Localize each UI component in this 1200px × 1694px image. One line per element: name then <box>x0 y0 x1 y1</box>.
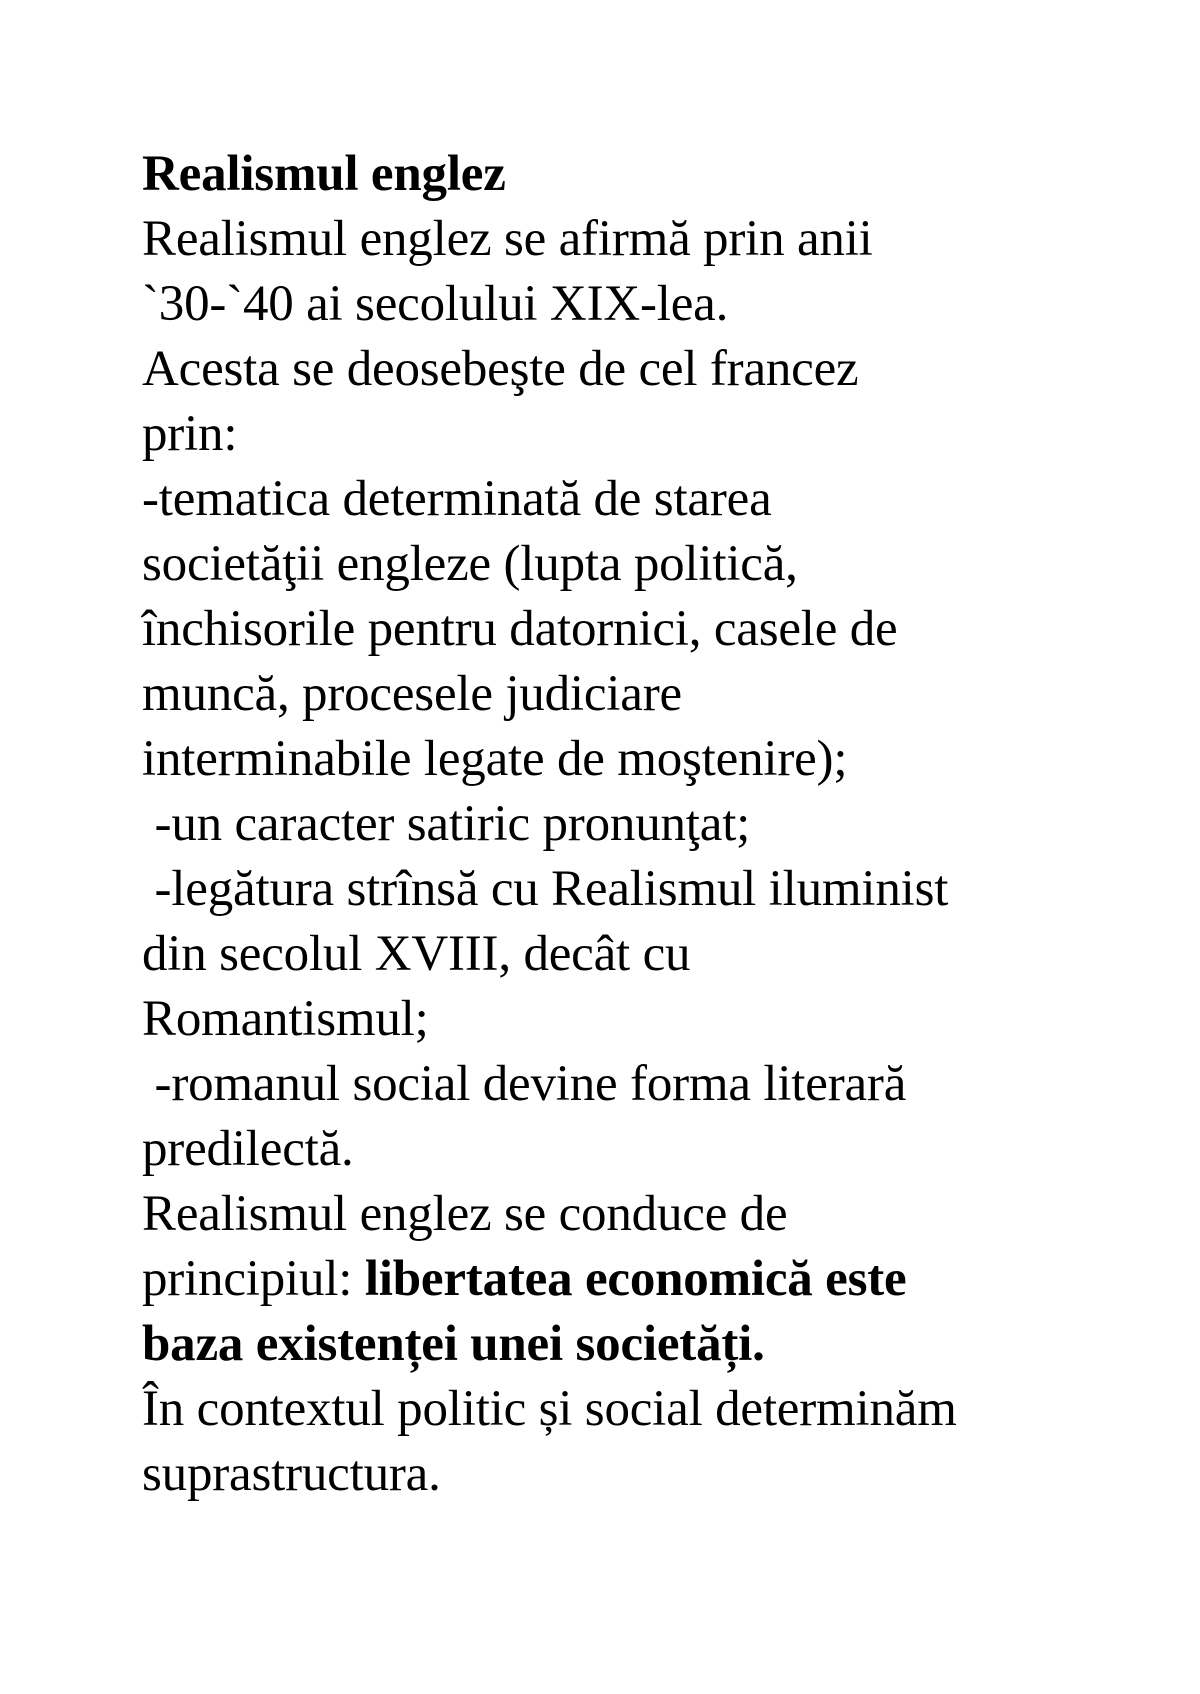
text-line: predilectă. <box>142 1121 354 1177</box>
text-line: din secolul XVIII, decât cu <box>142 926 691 982</box>
principle-line <box>142 1247 1102 1312</box>
principle-emphasis-continued: baza existenței unei societăți. <box>142 1316 765 1372</box>
principle-prefix: principiul: <box>142 1251 365 1307</box>
text-line: -un caracter satiric pronunţat; <box>142 796 751 852</box>
text-line: Acesta se deosebeşte de cel francez <box>142 341 859 397</box>
text-line: prin: <box>142 406 238 462</box>
text-line: închisorile pentru datornici, casele de <box>142 601 898 657</box>
text-line: Realismul englez se afirmă prin anii <box>142 211 873 267</box>
text-line: interminabile legate de moştenire); <box>142 731 848 787</box>
text-line: Realismul englez se conduce de <box>142 1186 788 1242</box>
text-line: societăţii engleze (lupta politică, <box>142 536 798 592</box>
document-title: Realismul englez <box>142 146 506 202</box>
text-line: muncă, procesele judiciare <box>142 666 682 722</box>
principle-emphasis: libertatea economică este <box>364 1251 907 1307</box>
text-line: -tematica determinată de starea <box>142 471 772 527</box>
text-line: `30-`40 ai secolului XIX-lea. <box>142 276 729 332</box>
text-line: -legătura strînsă cu Realismul iluminist <box>142 861 949 917</box>
text-line: -romanul social devine forma literară <box>142 1056 907 1112</box>
text-line: suprastructura. <box>142 1446 441 1502</box>
document-body <box>142 142 1102 1507</box>
text-line: Romantismul; <box>142 991 429 1047</box>
text-line: În contextul politic și social determinăm <box>142 1381 957 1437</box>
